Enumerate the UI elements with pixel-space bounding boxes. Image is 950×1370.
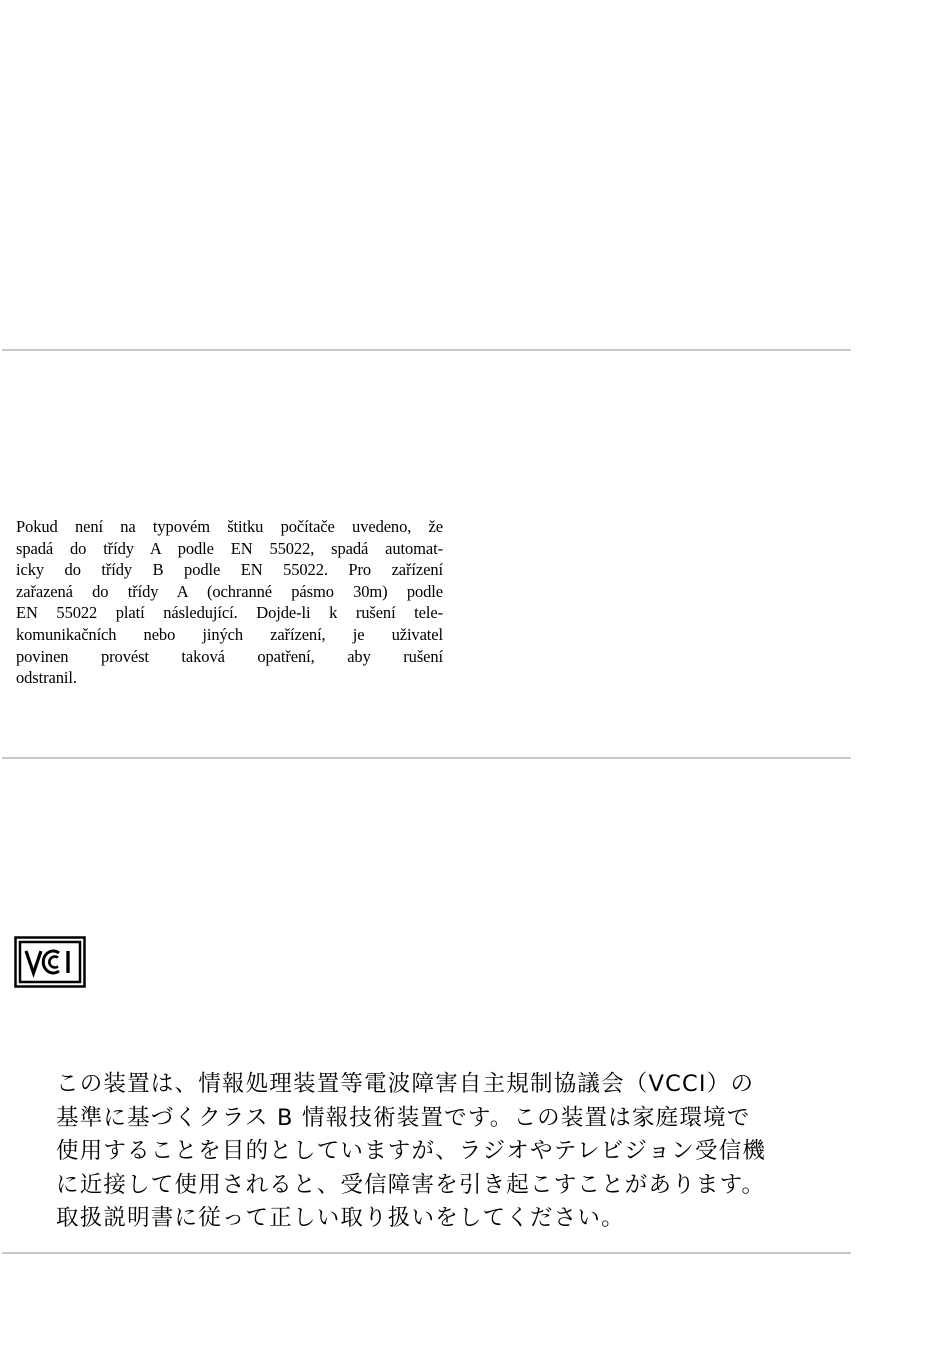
japanese-notice-line: この装置は、情報処理装置等電波障害自主規制協議会（VCCI）の [56, 1071, 755, 1097]
czech-notice-line: spadá do třídy A podle EN 55022, spadá automat- [16, 538, 443, 558]
vcci-logo-icon [14, 936, 86, 988]
czech-notice-line: komunikačních nebo jiných zařízení, je uživatel [16, 624, 443, 644]
czech-emc-notice [16, 516, 443, 689]
japanese-notice-line: に近接して使用されると、受信障害を引き起こすことがあります。 [56, 1171, 766, 1198]
section-divider-bottom [2, 1252, 851, 1254]
section-divider-top [2, 349, 851, 351]
japanese-notice-line: 取扱説明書に従って正しい取り扱いをしてください。 [56, 1205, 625, 1231]
czech-notice-line: odstranil. [16, 668, 77, 688]
czech-notice-line: EN 55022 platí následující. Dojde-li k rušení tele- [16, 603, 443, 623]
czech-notice-line: Pokud není na typovém štitku počítače uvedeno, že [16, 517, 443, 536]
czech-notice-line: icky do třídy B podle EN 55022. Pro zařízení [16, 560, 443, 580]
japanese-vcci-notice [56, 1068, 836, 1236]
japanese-notice-line: 使用することを目的としていますが、ラジオやテレビジョン受信機 [56, 1138, 767, 1164]
section-divider-middle [2, 757, 851, 759]
czech-notice-line: zařazená do třídy A (ochranné pásmo 30m) podle [16, 581, 443, 601]
czech-notice-line: povinen provést taková opatření, aby rušení [16, 646, 443, 666]
japanese-notice-line: 基準に基づくクラス B 情報技術装置です。この装置は家庭環境で [56, 1104, 751, 1131]
